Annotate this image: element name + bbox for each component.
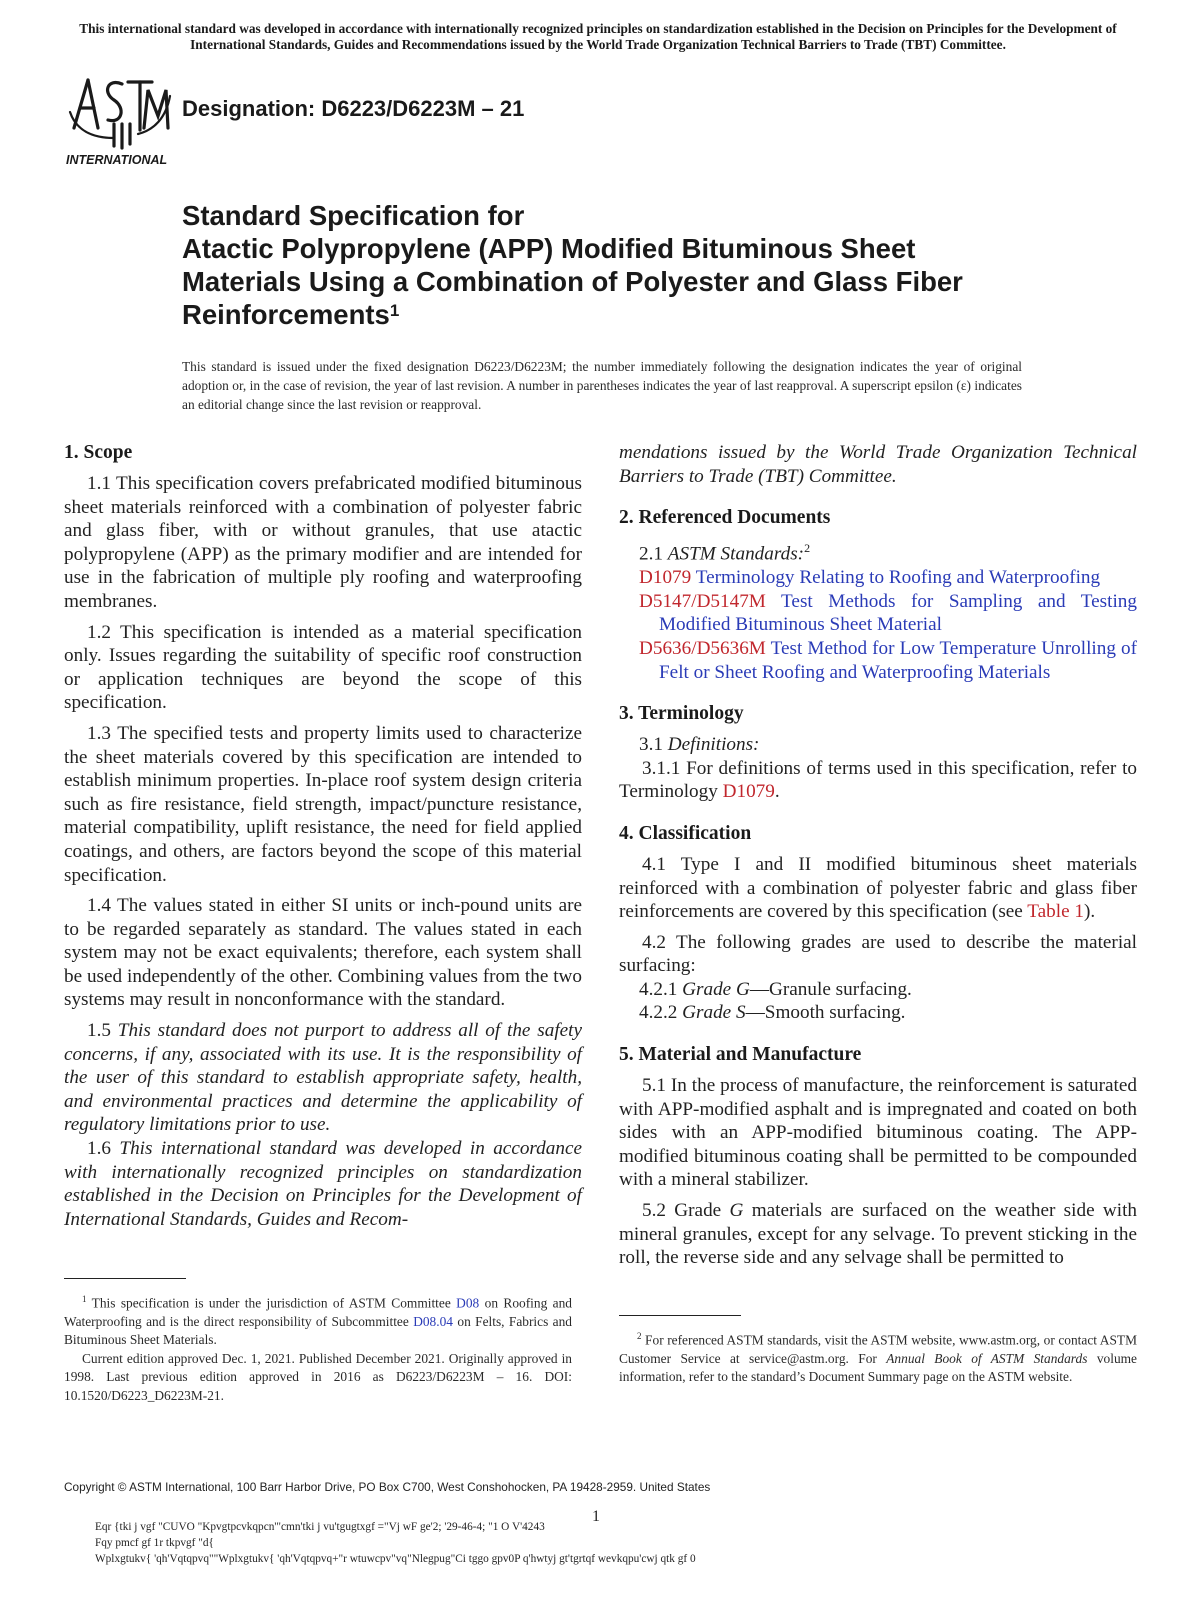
reference-item[interactable]: [619, 637, 1137, 684]
footnote-rule-right: [619, 1315, 741, 1316]
title-line-4: Reinforcements: [182, 299, 390, 330]
material-5-1: 5.1 In the process of manufacture, the reinforcement is saturated with APP-modified asphalt and is impregnated and coated on both sides with an APP-modified bituminous coating. The APP-modified bituminous coating shall be permitted to be compounded with a mineral stabilizer.: [619, 1075, 1137, 1191]
scope-1-5: 1.5 This standard does not purport to address all of the safety concerns, if any, associated with its use. It is the responsibility of the user of this standard to establish appropriate safety, health, and environmental practices and determine the applicability of regulatory limitations prior to use.: [64, 1020, 583, 1136]
logo-caption: INTERNATIONAL: [66, 153, 168, 167]
reference-code[interactable]: D5636/D5636M: [639, 637, 766, 659]
title-line-2: Atactic Polypropylene (APP) Modified Bituminous Sheet: [182, 233, 916, 264]
grade-g: 4.2.1 Grade G—Granule surfacing.: [639, 978, 912, 1000]
document-title: [182, 199, 1062, 331]
footnote-2: $^2$ For referenced ASTM standards, visit the ASTM website, www.astm.org, or contact ASTM Customer Service at service@astm.org. For Annual Book of ASTM Standards volume information, refer to the standard’s Document Summary page on the ASTM website.: [619, 1331, 1137, 1385]
reference-title[interactable]: Terminology Relating to Roofing and Waterproofing: [695, 567, 1101, 589]
reference-title[interactable]: Test Method for Low Temperature Unrolling of Felt or Sheet Roofing and Waterproofing Materials: [659, 637, 1137, 683]
astm-logo: [62, 68, 172, 168]
issuance-note: This standard is issued under the fixed designation D6223/D6223M; the number immediately following the designation indicates the year of original adoption or, in the case of revision, the year of last revision. A number in parentheses indicates the year of last reapproval. A superscript epsilon (ε) indicates an editorial change since the last revision or reapproval.: [182, 359, 1022, 412]
classification-heading: 4. Classification: [619, 822, 752, 844]
classification-4-1: 4.1 Type I and II modified bituminous sheet materials reinforced with a combination of polyester fabric and glass fiber reinforcements are covered by this specification (see Table 1).: [619, 853, 1137, 923]
header-notice: This international standard was developed in accordance with internationally recognized principles on standardization established in the Decision on Principles for the Development of International Standards, Guides and Recommendations issued by the World Trade Organization Technical Barriers to Trade (TBT) Committee.: [79, 21, 1117, 52]
license-line: Eqr {tki j vgf "CUVO "Kpvgtpcvkqpcn'"cmn'tki j vu'tgugtxgf ="Vj wF ge'2; '29-46-4; "1 O V'4243: [95, 1521, 545, 1533]
table-1-link[interactable]: Table 1: [1027, 901, 1085, 923]
reference-code[interactable]: D1079: [639, 567, 692, 589]
classification-4-2: 4.2 The following grades are used to describe the material surfacing:: [619, 931, 1137, 977]
license-line: Wplxgtukv{ 'qh'Vqtqpvq""Wplxgtukv{ 'qh'Vqtqpvq+"r wtuwcpv"vq"Nlegpug"Ci tggo gpv0P q'hwtyj gt'tgrtqf wevkqpu'cwj qtk gf 0: [95, 1553, 696, 1565]
terminology-heading: 3. Terminology: [619, 703, 744, 725]
footnote-1: $^1$ This specification is under the jurisdiction of ASTM Committee D08 on Roofing and Waterproofing and is the direct responsibility of Subcommittee D08.04 on Felts, Fabrics and Bituminous Sheet Materials. Current edition approved Dec. 1, 2021. Published December 2021. Originally approved in 1998. Last previous edition approved in 2016 as D6223/D6223M – 16. DOI: 10.1520/D6223_D6223M-21.: [64, 1294, 572, 1403]
title-line-3: Materials Using a Combination of Polyester and Glass Fiber: [182, 266, 963, 297]
scope-1-1: 1.1 This specification covers prefabricated modified bituminous sheet materials reinforced with a combination of polyester fabric and glass fiber, with or without granules, that use atactic polypropylene (APP) as the primary modifier and are intended for use in the fabrication of multiple ply roofing and waterproofing membranes.: [64, 473, 582, 612]
grade-s: 4.2.2 Grade S—Smooth surfacing.: [639, 1002, 906, 1024]
license-footer: [95, 1519, 696, 1567]
definitions-label: 3.1 Definitions:: [639, 734, 760, 756]
terminology-link[interactable]: D1079: [722, 781, 775, 803]
footnote-rule-left: [64, 1278, 186, 1279]
referenced-heading: 2. Referenced Documents: [619, 507, 831, 529]
reference-item[interactable]: [619, 566, 1137, 590]
copyright: Copyright © ASTM International, 100 Barr Harbor Drive, PO Box C700, West Conshohocken, PA 19428-2959. United States: [64, 1480, 711, 1494]
material-heading: 5. Material and Manufacture: [619, 1044, 862, 1066]
scope-1-6: 1.6 This international standard was developed in accordance with internationally recognized principles on standardization established in the Decision on Principles for the Development of International Standards, Guides and Recom-: [64, 1138, 582, 1230]
astm-standards-label: 2.1 ASTM Standards:$^2$: [639, 541, 811, 565]
designation: Designation: D6223/D6223M – 21: [182, 96, 525, 121]
title-line-1: Standard Specification for: [182, 200, 525, 231]
scope-1-3: 1.3 The specified tests and property limits used to characterize the sheet materials covered by this specification are intended to establish minimum properties. In-place roof system design criteria such as fire resistance, field strength, impact/puncture resistance, material compatibility, uplift resistance, the need for field applied coatings, and others, are factors beyond the scope of this material specification.: [64, 722, 582, 886]
committee-link[interactable]: D08: [456, 1295, 480, 1311]
reference-code[interactable]: D5147/D5147M: [639, 590, 766, 612]
material-5-2: 5.2 Grade G materials are surfaced on the weather side with mineral granules, except for any selvage. To prevent sticking in the roll, the reverse side and any selvage shall be permitted to: [619, 1200, 1138, 1269]
subcommittee-link[interactable]: D08.04: [413, 1313, 453, 1329]
right-column: [619, 441, 1137, 1270]
reference-title[interactable]: Test Methods for Sampling and Testing Modified Bituminous Sheet Material: [659, 590, 1137, 636]
left-column: [64, 441, 582, 1231]
scope-1-4: 1.4 The values stated in either SI units or inch-pound units are to be regarded separately as standard. The values stated in each system may not be exact equivalents; therefore, each system shall be used independently of the other. Combining values from the two systems may result in nonconformance with the standard.: [64, 895, 582, 1011]
page-number: 1: [592, 1508, 600, 1525]
reference-item[interactable]: [619, 590, 1137, 637]
license-line: Fqy pmcf gf 1r tkpvgf "d{: [95, 1537, 214, 1549]
scope-heading: 1. Scope: [64, 442, 133, 463]
terminology-3-1-1: 3.1.1 For definitions of terms used in this specification, refer to Terminology D1079.: [619, 757, 1137, 803]
scope-1-2: 1.2 This specification is intended as a material specification only. Issues regarding the suitability of specific roof construction or application techniques are beyond the scope of this specification.: [64, 621, 582, 714]
scope-1-6-continued: mendations issued by the World Trade Organization Technical Barriers to Trade (TBT) Committee.: [619, 442, 1137, 487]
title-footnote-mark: 1: [389, 301, 400, 320]
